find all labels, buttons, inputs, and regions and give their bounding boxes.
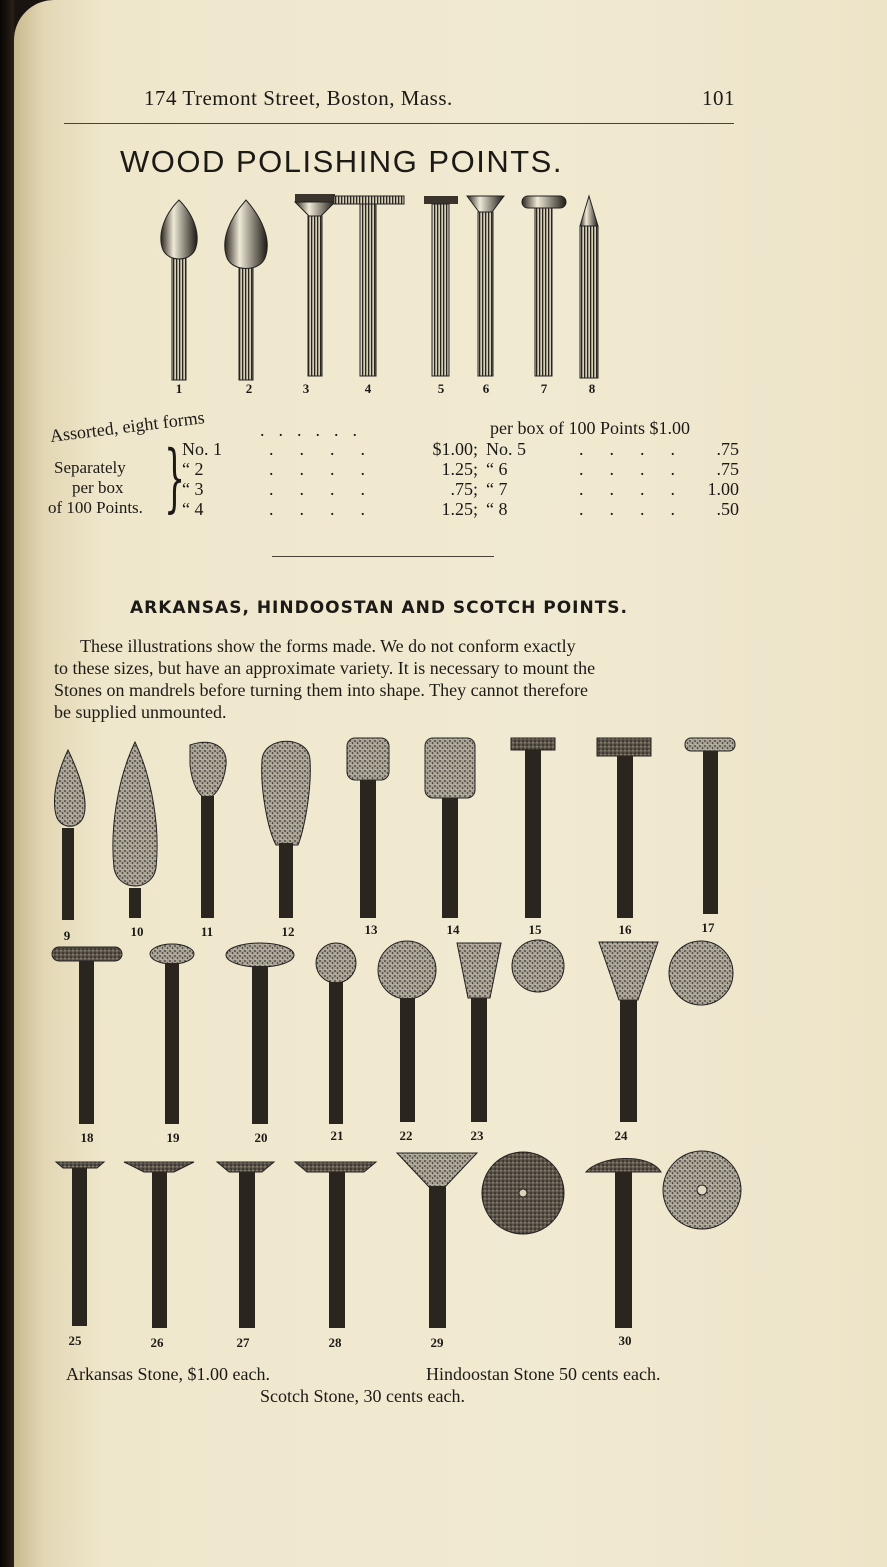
left-price-4: 1.25; xyxy=(441,499,478,519)
wood-number-8: 8 xyxy=(588,381,596,396)
stone-point-26 xyxy=(124,1162,194,1328)
stone-number-26: 26 xyxy=(150,1335,164,1350)
wood-number-3: 3 xyxy=(302,381,310,396)
stones-title: ARKANSAS, HINDOOSTAN AND SCOTCH POINTS. xyxy=(130,598,629,618)
stone-point-10 xyxy=(113,742,157,918)
stone-wheel-unnumbered-a xyxy=(512,940,564,992)
right-no-8: “ 8 xyxy=(486,499,508,519)
stone-point-28 xyxy=(295,1162,376,1328)
stone-point-16 xyxy=(597,738,651,918)
hindoostan-price: Hindoostan Stone 50 cents each. xyxy=(426,1364,661,1384)
paragraph-line-3: Stones on mandrels before turning them into shape. They cannot therefore xyxy=(54,680,589,700)
dots-row-2: .... xyxy=(269,459,391,479)
stone-point-30 xyxy=(586,1158,661,1328)
paragraph-line-1: These illustrations show the forms made. We do not conform exactly xyxy=(80,636,576,656)
stone-point-12 xyxy=(262,741,311,918)
wood-number-7: 7 xyxy=(540,381,548,396)
brace: } xyxy=(164,435,186,521)
stone-number-20: 20 xyxy=(254,1130,268,1145)
left-price-2: 1.25; xyxy=(441,459,478,479)
left-no-4: “ 4 xyxy=(182,499,204,519)
dots-row-3: .... xyxy=(269,479,391,499)
running-header: 174 Tremont Street, Boston, Mass. xyxy=(144,86,453,110)
right-price-5: .75 xyxy=(716,439,739,459)
stone-number-14: 14 xyxy=(446,922,460,937)
separately-line-3: of 100 Points. xyxy=(48,498,143,517)
stone-point-25 xyxy=(56,1162,104,1326)
stone-number-16: 16 xyxy=(618,922,632,937)
stone-number-27: 27 xyxy=(236,1335,250,1350)
paragraph-line-4: be supplied unmounted. xyxy=(54,702,227,722)
stone-point-13 xyxy=(347,738,389,918)
separately-line-2: per box xyxy=(72,478,124,497)
right-no-5: No. 5 xyxy=(486,439,526,459)
wood-point-3 xyxy=(295,194,335,376)
left-price-3: .75; xyxy=(450,479,478,499)
wood-point-5 xyxy=(424,196,458,376)
stone-number-11: 11 xyxy=(200,924,214,939)
assorted-dots: ...... xyxy=(260,420,371,440)
stone-point-22 xyxy=(378,941,436,1122)
stone-point-23 xyxy=(457,943,501,1122)
stone-number-13: 13 xyxy=(364,922,378,937)
dots-row-1: .... xyxy=(269,439,391,459)
wood-number-4: 4 xyxy=(364,381,372,396)
stone-point-19 xyxy=(150,944,194,1124)
page-number: 101 xyxy=(702,86,735,110)
stone-point-20 xyxy=(226,943,294,1124)
wood-point-7 xyxy=(522,196,566,376)
wood-number-5: 5 xyxy=(437,381,445,396)
paragraph-line-2: to these sizes, but have an approximate variety. It is necessary to mount the xyxy=(54,658,596,678)
wood-number-2: 2 xyxy=(245,381,253,396)
wood-number-6: 6 xyxy=(482,381,490,396)
stone-point-21 xyxy=(316,943,356,1124)
dots-row-4: .... xyxy=(269,499,391,519)
stone-number-10: 10 xyxy=(130,924,144,939)
stone-wheel-unnumbered-d xyxy=(663,1151,741,1229)
stone-point-18 xyxy=(52,947,122,1124)
dots-right-1: .... xyxy=(579,439,701,459)
stone-number-25: 25 xyxy=(68,1333,82,1348)
stone-number-23: 23 xyxy=(470,1128,484,1143)
stone-point-14 xyxy=(425,738,475,918)
book-binding xyxy=(0,0,14,1567)
dots-right-3: .... xyxy=(579,479,701,499)
assorted-price: per box of 100 Points $1.00 xyxy=(490,418,690,438)
scotch-price: Scotch Stone, 30 cents each. xyxy=(260,1386,465,1406)
right-price-8: .50 xyxy=(716,499,739,519)
stone-number-28: 28 xyxy=(328,1335,342,1350)
wood-point-6 xyxy=(467,196,504,376)
stone-number-12: 12 xyxy=(281,924,295,939)
separately-line-1: Separately xyxy=(54,458,126,477)
left-no-2: “ 2 xyxy=(182,459,204,479)
left-no-3: “ 3 xyxy=(182,479,204,499)
wood-point-4 xyxy=(334,196,404,376)
stone-point-24 xyxy=(599,942,658,1122)
right-price-7: 1.00 xyxy=(707,479,739,499)
stone-number-17: 17 xyxy=(701,920,715,935)
right-no-7: “ 7 xyxy=(486,479,508,499)
stone-number-19: 19 xyxy=(166,1130,180,1145)
stone-wheel-unnumbered-b xyxy=(669,941,733,1005)
stone-point-17 xyxy=(685,738,735,914)
stone-number-30: 30 xyxy=(618,1333,632,1348)
section-divider xyxy=(272,556,494,557)
right-price-6: .75 xyxy=(716,459,739,479)
dots-right-4: .... xyxy=(579,499,701,519)
stone-point-29 xyxy=(397,1153,477,1328)
stone-wheel-unnumbered-c xyxy=(482,1152,564,1234)
wood-point-1 xyxy=(161,200,197,380)
stone-number-24: 24 xyxy=(614,1128,628,1143)
catalog-page xyxy=(14,0,887,1567)
illustrations xyxy=(14,0,887,1567)
left-price-1: $1.00; xyxy=(432,439,478,459)
stone-point-15 xyxy=(511,738,555,918)
stone-point-27 xyxy=(217,1162,274,1328)
left-no-1: No. 1 xyxy=(182,439,222,459)
stone-number-18: 18 xyxy=(80,1130,94,1145)
stone-number-22: 22 xyxy=(399,1128,413,1143)
stone-number-21: 21 xyxy=(330,1128,344,1143)
stone-number-9: 9 xyxy=(63,928,71,943)
wood-point-2 xyxy=(225,200,268,380)
arkansas-price: Arkansas Stone, $1.00 each. xyxy=(66,1364,270,1384)
assorted-label: Assorted, eight forms xyxy=(48,407,206,446)
stone-number-15: 15 xyxy=(528,922,542,937)
wood-point-8 xyxy=(580,196,598,378)
stone-point-11 xyxy=(190,742,226,918)
stone-number-29: 29 xyxy=(430,1335,444,1350)
dots-right-2: .... xyxy=(579,459,701,479)
wood-points-title: WOOD POLISHING POINTS. xyxy=(120,144,563,179)
wood-number-1: 1 xyxy=(175,381,183,396)
right-no-6: “ 6 xyxy=(486,459,508,479)
stone-point-9 xyxy=(55,750,86,920)
